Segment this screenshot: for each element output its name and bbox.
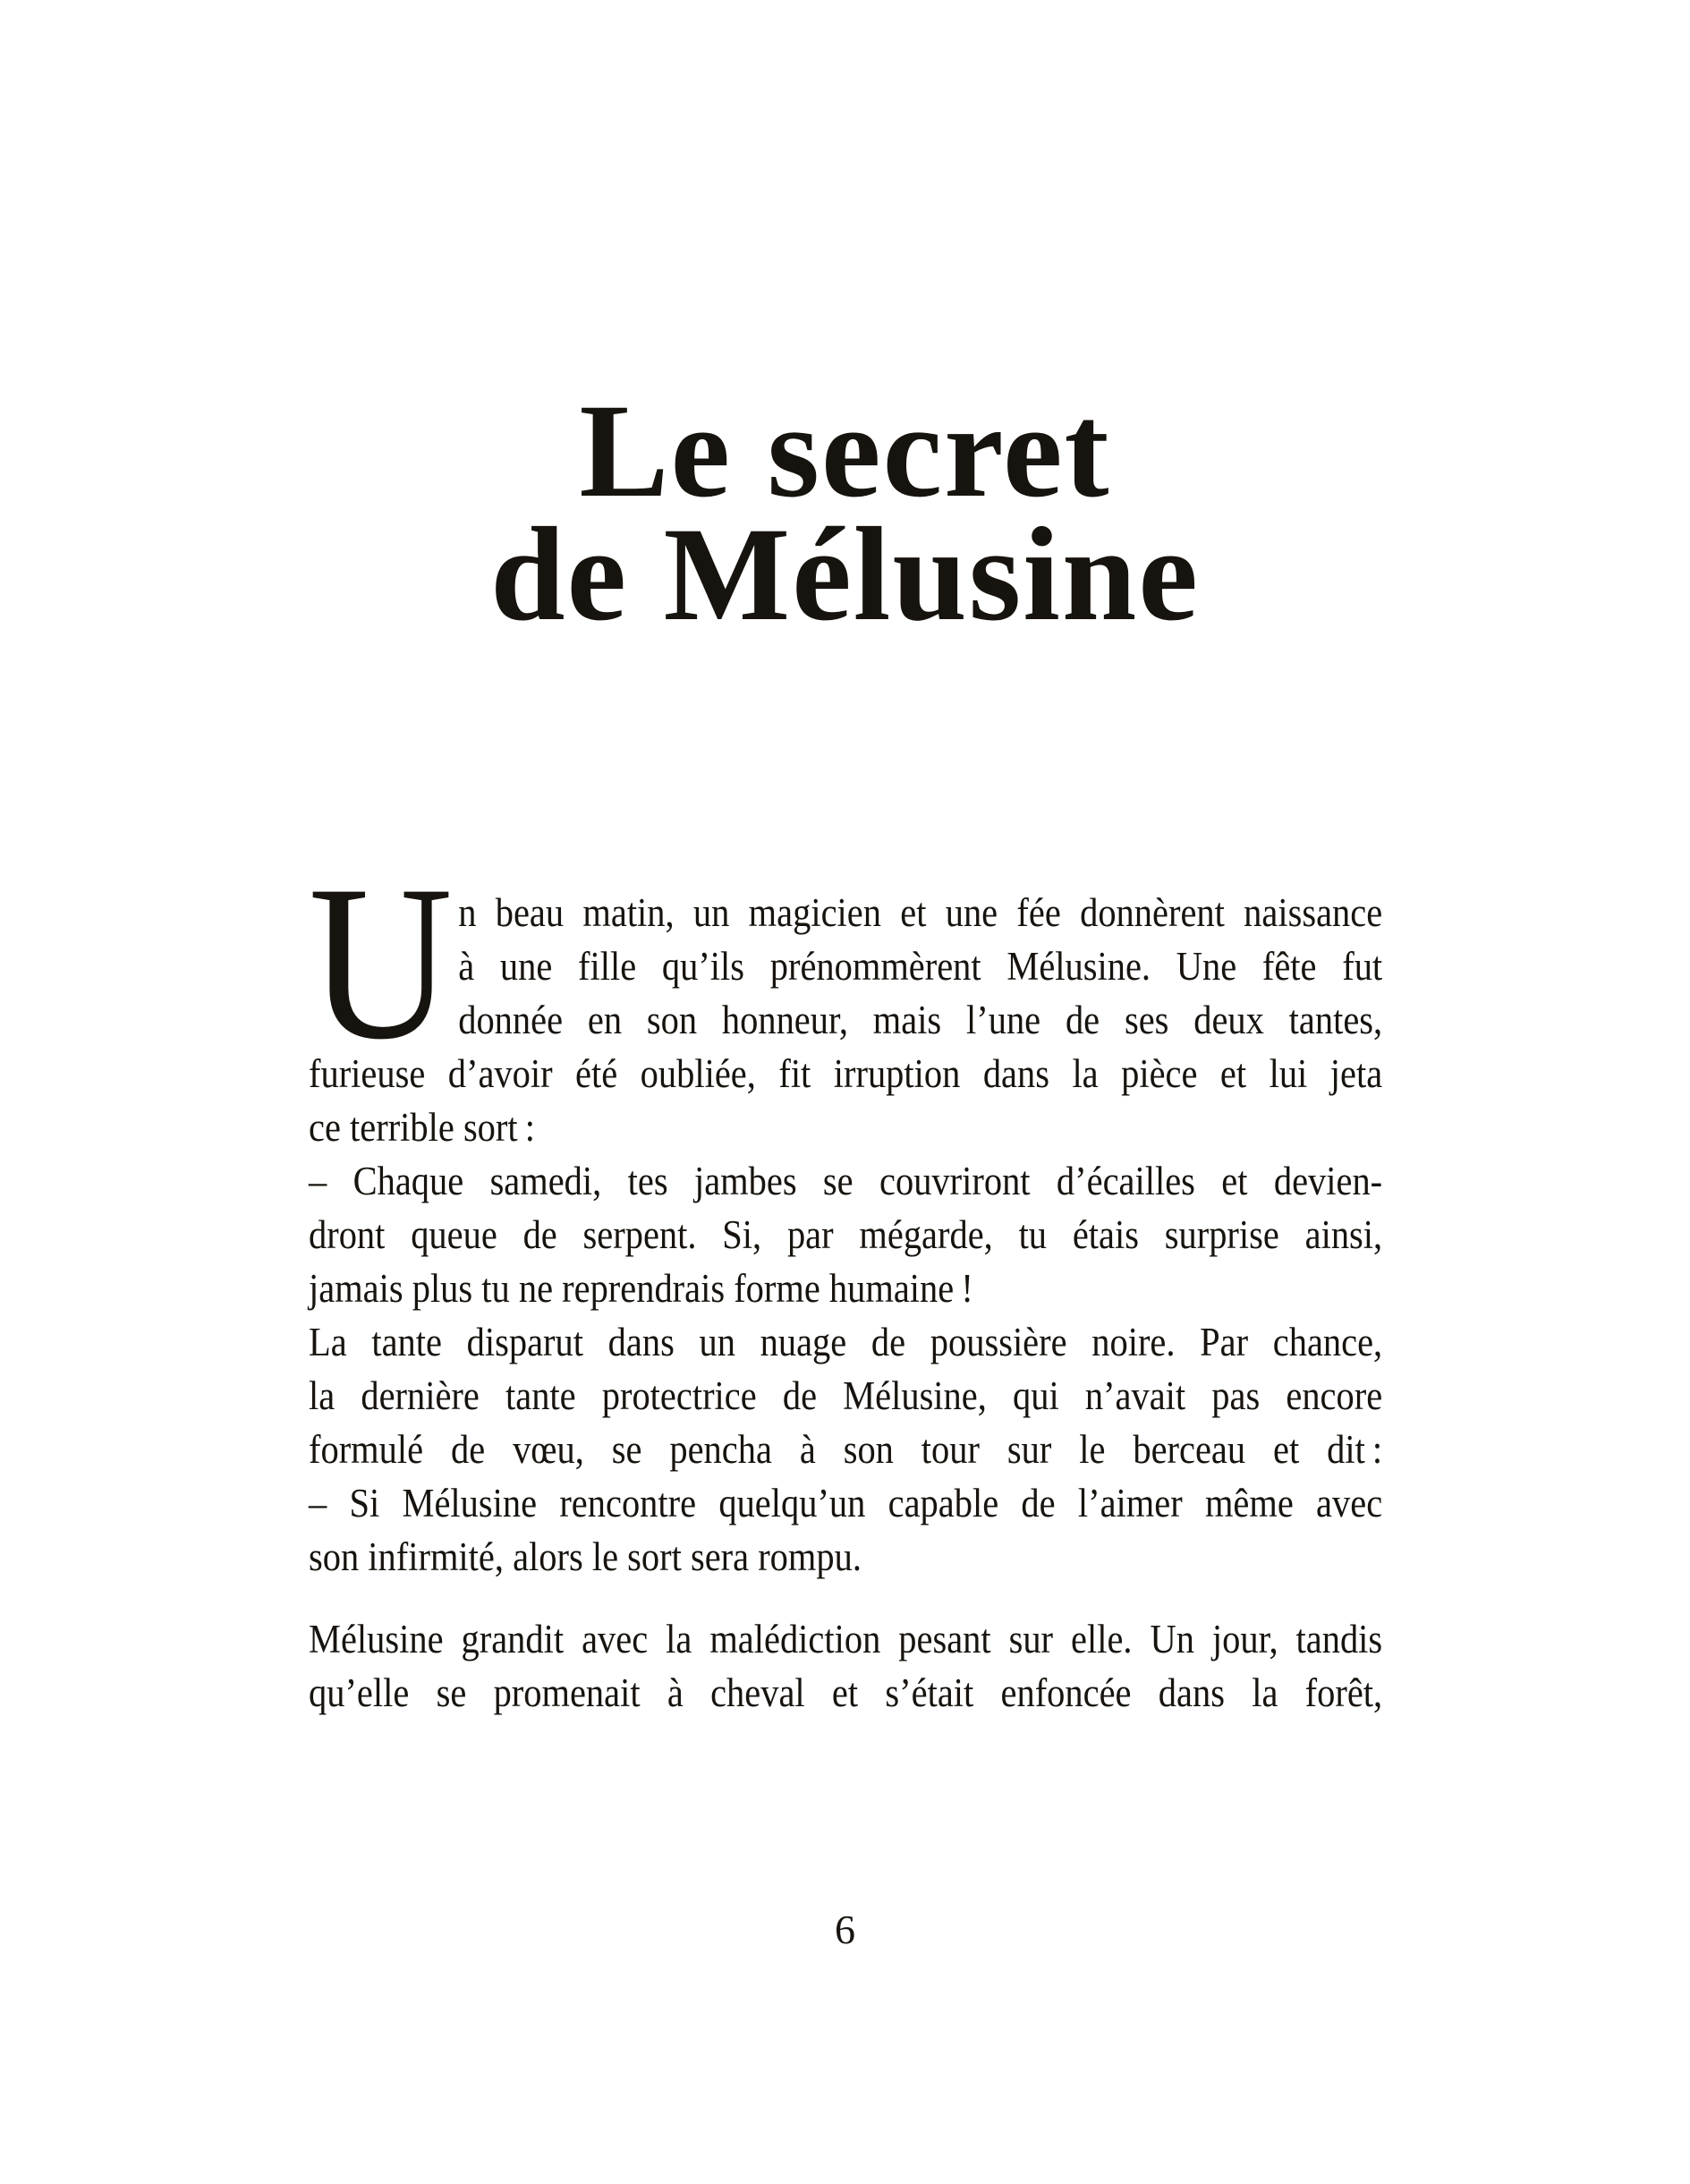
- paragraph-1: [309, 839, 1383, 1584]
- paragraph-2: [309, 1612, 1382, 1720]
- chapter-title-line-2: de Mélusine: [490, 500, 1200, 649]
- text-line: qu’elle se promenait à cheval et s’était enfoncée dans la forêt,: [309, 1670, 1383, 1715]
- text-line: La tante disparut dans un nuage de poussière noire. Par chance,: [309, 1320, 1383, 1364]
- chapter-title-line-1: Le secret: [579, 377, 1111, 525]
- text-line: formulé de vœu, se pencha à son tour sur le berceau et dit :: [309, 1427, 1383, 1472]
- text-line: la dernière tante protectrice de Mélusine, qui n’avait pas encore: [309, 1373, 1383, 1418]
- text-column: [309, 839, 1383, 1720]
- text-line: donnée en son honneur, mais l’une de ses deux tantes,: [458, 998, 1383, 1042]
- page-number: 6: [835, 1907, 855, 1952]
- text-line: Mélusine grandit avec la malédiction pesant sur elle. Un jour, tandis: [309, 1617, 1383, 1661]
- text-line: dront queue de serpent. Si, par mégarde, tu étais surprise ainsi,: [309, 1212, 1383, 1257]
- drop-cap: U: [309, 839, 454, 1085]
- text-line: son infirmité, alors le sort sera rompu.: [309, 1534, 862, 1579]
- text-line: ce terrible sort :: [309, 1105, 535, 1150]
- text-line: – Si Mélusine rencontre quelqu’un capable de l’aimer même avec: [309, 1481, 1383, 1525]
- chapter-title: [0, 377, 1690, 649]
- text-line: n beau matin, un magicien et une fée donnèrent naissance: [458, 890, 1383, 935]
- text-line: – Chaque samedi, tes jambes se couvriront d’écailles et devien-: [309, 1159, 1383, 1203]
- story-text: [309, 839, 1383, 1720]
- text-line: à une fille qu’ils prénommèrent Mélusine. Une fête fut: [458, 944, 1383, 989]
- text-line: furieuse d’avoir été oubliée, fit irruption dans la pièce et lui jeta: [309, 1051, 1383, 1096]
- text-line: jamais plus tu ne reprendrais forme humaine !: [309, 1266, 973, 1311]
